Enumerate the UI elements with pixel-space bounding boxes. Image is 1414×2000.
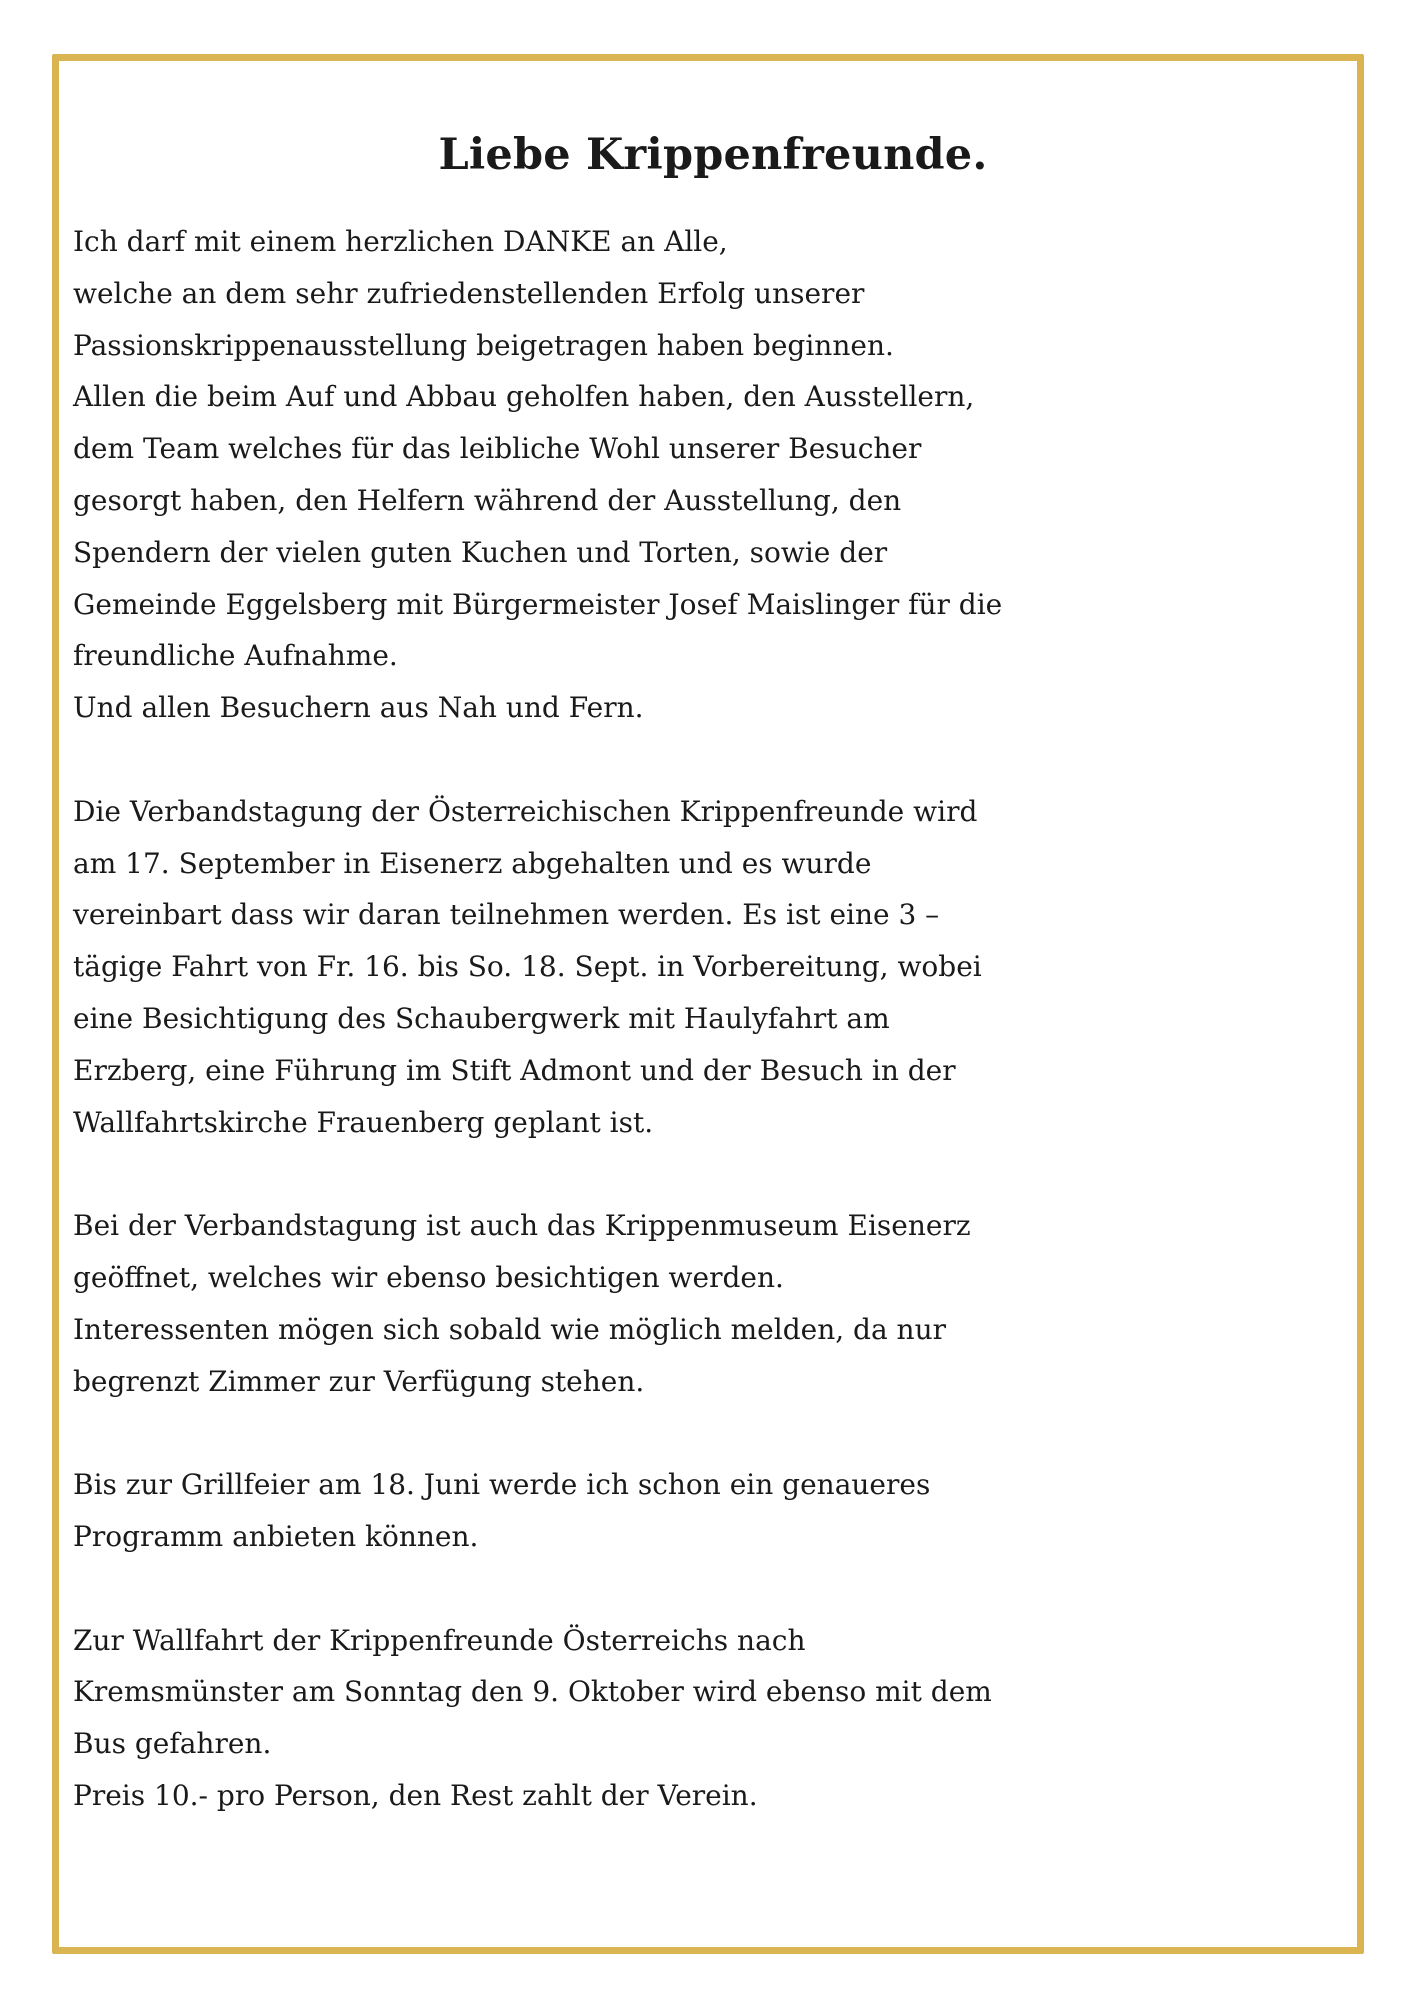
text-line: vereinbart dass wir daran teilnehmen werden. Es ist eine 3 – <box>73 898 940 932</box>
letter-title: Liebe Krippenfreunde. <box>438 130 988 180</box>
text-line: begrenzt Zimmer zur Verfügung stehen. <box>73 1364 645 1398</box>
text-line: Ich darf mit einem herzlichen DANKE an Alle, <box>73 225 728 258</box>
paragraph-krippenmuseum <box>73 1200 1353 1407</box>
text-line: dem Team welches für das leibliche Wohl unserer Besucher <box>73 432 922 466</box>
text-line: Passionskrippenausstellung beigetragen haben beginnen. <box>73 328 894 362</box>
text-line: geöffnet, welches wir ebenso besichtigen werden. <box>73 1260 784 1294</box>
text-line: Bis zur Grillfeier am 18. Juni werde ich schon ein genaueres <box>73 1468 931 1502</box>
paragraph-grillfeier <box>73 1459 1353 1563</box>
text-line: am 17. September in Eisenerz abgehalten und es wurde <box>73 846 872 880</box>
text-line: Bei der Verbandstagung ist auch das Krippenmuseum Eisenerz <box>73 1209 971 1243</box>
paragraph-wallfahrt <box>73 1615 1353 1822</box>
text-line: Spendern der vielen guten Kuchen und Torten, sowie der <box>73 535 888 569</box>
text-line: eine Besichtigung des Schaubergwerk mit Haulyfahrt am <box>73 1001 890 1035</box>
text-line: Bus gefahren. <box>73 1727 272 1761</box>
text-line: Interessenten mögen sich sobald wie möglich melden, da nur <box>73 1312 946 1346</box>
text-line: Programm anbieten können. <box>73 1519 479 1553</box>
letter-body <box>73 120 1353 1822</box>
paragraph-thanks <box>73 216 1353 734</box>
paragraph-gap <box>73 734 1353 786</box>
text-line: Preis 10.- pro Person, den Rest zahlt der Verein. <box>73 1778 758 1812</box>
text-line: gesorgt haben, den Helfern während der Ausstellung, den <box>73 483 902 517</box>
text-line: welche an dem sehr zufriedenstellenden Erfolg unserer <box>73 276 865 310</box>
paragraph-gap <box>73 1563 1353 1615</box>
text-line: Allen die beim Auf und Abbau geholfen haben, den Ausstellern, <box>73 380 975 414</box>
text-line: Und allen Besuchern aus Nah und Fern. <box>73 691 644 725</box>
text-line: Wallfahrtskirche Frauenberg geplant ist. <box>73 1105 654 1139</box>
text-line: Die Verbandstagung der Österreichischen Krippenfreunde wird <box>73 794 978 828</box>
paragraph-verbandstagung <box>73 786 1353 1149</box>
text-line: Kremsmünster am Sonntag den 9. Oktober wird ebenso mit dem <box>73 1675 992 1709</box>
paragraph-gap <box>73 1407 1353 1459</box>
text-line: tägige Fahrt von Fr. 16. bis So. 18. Sept. in Vorbereitung, wobei <box>73 950 982 984</box>
text-line: freundliche Aufnahme. <box>73 639 398 673</box>
text-line: Erzberg, eine Führung im Stift Admont und der Besuch in der <box>73 1053 956 1087</box>
text-line: Zur Wallfahrt der Krippenfreunde Österreichs nach <box>73 1623 806 1657</box>
paragraph-gap <box>73 1148 1353 1200</box>
text-line: Gemeinde Eggelsberg mit Bürgermeister Josef Maislinger für die <box>73 587 1003 621</box>
